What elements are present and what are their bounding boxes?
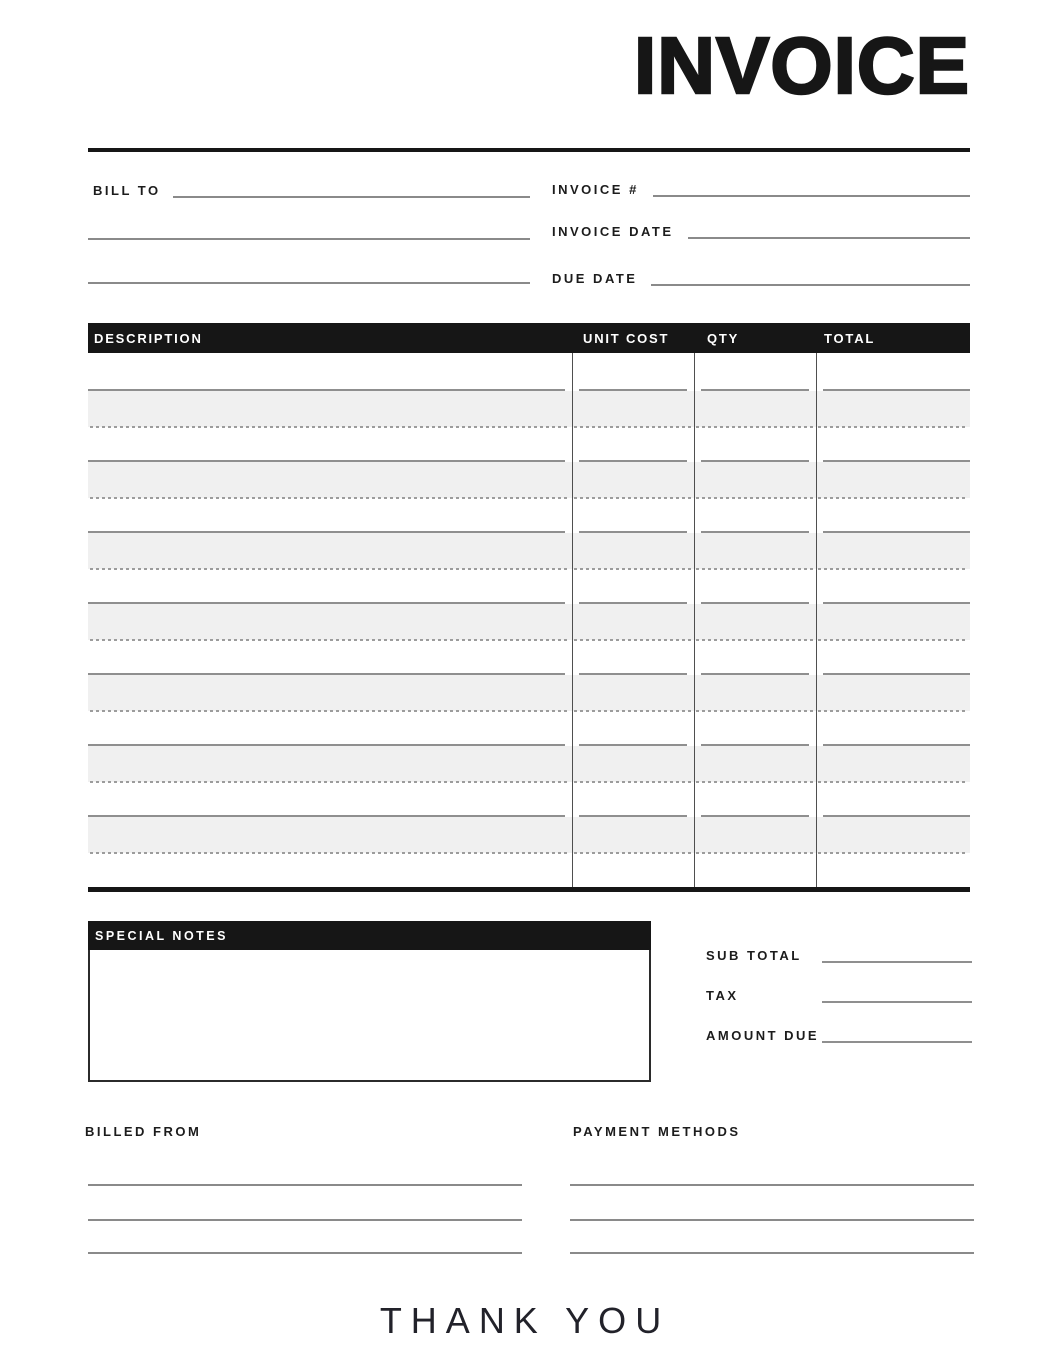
cell-dotted-rule [696,781,814,783]
cell-top-rule [88,815,565,817]
row-cell[interactable] [816,462,970,498]
cell-top-rule [88,531,565,533]
bill-to-line-3[interactable] [88,282,530,284]
cell-dotted-rule [574,852,692,854]
table-row[interactable] [88,675,970,711]
table-row[interactable] [88,391,970,427]
cell-dotted-rule [574,497,692,499]
cell-top-rule [823,673,970,675]
row-cell[interactable] [816,391,970,427]
bill-to-line-1[interactable] [173,196,530,198]
row-cell[interactable] [816,604,970,640]
billed-from-line-3[interactable] [88,1252,522,1254]
row-cell[interactable] [694,675,816,711]
cell-dotted-rule [696,852,814,854]
row-cell[interactable] [572,817,694,853]
cell-top-rule [579,602,687,604]
cell-dotted-rule [818,426,968,428]
row-gap [88,569,970,604]
cell-dotted-rule [696,568,814,570]
row-cell[interactable] [88,675,572,711]
row-cell[interactable] [816,533,970,569]
cell-dotted-rule [90,568,570,570]
due-date-label: DUE DATE [552,271,638,286]
table-row[interactable] [88,533,970,569]
special-notes-label: SPECIAL NOTES [95,928,228,943]
cell-dotted-rule [696,426,814,428]
cell-top-rule [701,389,809,391]
col-header-qty: QTY [707,330,740,346]
row-cell[interactable] [88,533,572,569]
cell-dotted-rule [818,710,968,712]
cell-top-rule [88,602,565,604]
invoice-number-label: INVOICE # [552,182,639,197]
tax-line[interactable] [822,1001,972,1003]
tax-row [706,987,972,1003]
bill-to-section [93,180,530,198]
cell-dotted-rule [696,497,814,499]
invoice-date-label: INVOICE DATE [552,224,674,239]
row-gap [88,711,970,746]
payment-methods-line-1[interactable] [570,1184,974,1186]
cell-dotted-rule [818,568,968,570]
row-cell[interactable] [816,746,970,782]
sub-total-label: SUB TOTAL [706,948,802,963]
table-header [88,323,970,353]
row-cell[interactable] [88,391,572,427]
row-cell[interactable] [694,533,816,569]
billed-from-label: BILLED FROM [85,1124,202,1139]
special-notes-header [88,921,651,950]
cell-dotted-rule [90,852,570,854]
cell-dotted-rule [574,568,692,570]
cell-dotted-rule [574,781,692,783]
cell-top-rule [88,389,565,391]
col-header-unit-cost: UNIT COST [583,330,670,346]
amount-due-row [706,1027,972,1043]
cell-dotted-rule [574,710,692,712]
cell-dotted-rule [818,852,968,854]
cell-top-rule [88,673,565,675]
cell-top-rule [823,460,970,462]
cell-dotted-rule [696,639,814,641]
payment-methods-line-3[interactable] [570,1252,974,1254]
amount-due-label: AMOUNT DUE [706,1028,820,1043]
cell-dotted-rule [574,639,692,641]
cell-top-rule [701,460,809,462]
cell-top-rule [823,389,970,391]
col-header-total: TOTAL [824,330,876,346]
row-cell[interactable] [88,746,572,782]
thank-you-text: THANK YOU [379,1300,671,1341]
table-row[interactable] [88,462,970,498]
row-cell[interactable] [88,817,572,853]
cell-top-rule [579,673,687,675]
cell-top-rule [579,389,687,391]
amount-due-line[interactable] [822,1041,972,1043]
cell-top-rule [701,531,809,533]
row-cell[interactable] [816,817,970,853]
row-gap [88,498,970,533]
cell-top-rule [823,531,970,533]
invoice-date-row [552,221,970,239]
row-cell[interactable] [694,746,816,782]
row-cell[interactable] [572,746,694,782]
row-cell[interactable] [694,604,816,640]
invoice-number-row [552,179,970,197]
cell-top-rule [579,744,687,746]
cell-dotted-rule [696,710,814,712]
bill-to-line-2[interactable] [88,238,530,240]
billed-from-line-2[interactable] [88,1219,522,1221]
cell-top-rule [701,744,809,746]
cell-top-rule [579,531,687,533]
cell-dotted-rule [90,710,570,712]
row-cell[interactable] [572,675,694,711]
payment-methods-label: PAYMENT METHODS [573,1124,741,1139]
page-title: INVOICE [634,21,970,110]
cell-top-rule [579,815,687,817]
row-cell[interactable] [572,533,694,569]
table-row[interactable] [88,604,970,640]
sub-total-row [706,947,972,963]
row-cell[interactable] [88,462,572,498]
due-date-row [552,268,970,286]
payment-methods-line-2[interactable] [570,1219,974,1221]
cell-top-rule [88,460,565,462]
tax-label: TAX [706,988,739,1003]
cell-dotted-rule [90,426,570,428]
row-gap [88,353,970,391]
cell-dotted-rule [818,639,968,641]
row-cell[interactable] [694,817,816,853]
invoice-number-line[interactable] [653,195,970,197]
title-divider [88,148,970,152]
cell-dotted-rule [818,497,968,499]
cell-dotted-rule [818,781,968,783]
table-row[interactable] [88,817,970,853]
cell-dotted-rule [90,497,570,499]
row-gap [88,782,970,817]
bill-to-label: BILL TO [93,183,161,198]
row-gap [88,427,970,462]
cell-top-rule [823,815,970,817]
line-items-table [88,323,970,892]
row-cell[interactable] [694,462,816,498]
cell-top-rule [701,602,809,604]
col-header-description: DESCRIPTION [94,330,203,346]
row-cell[interactable] [88,604,572,640]
cell-top-rule [701,673,809,675]
row-cell[interactable] [572,604,694,640]
cell-dotted-rule [90,781,570,783]
row-gap [88,640,970,675]
cell-dotted-rule [574,426,692,428]
line-items-body [88,353,970,887]
table-row[interactable] [88,746,970,782]
special-notes-area[interactable] [88,950,651,1082]
cell-dotted-rule [90,639,570,641]
row-cell[interactable] [816,675,970,711]
cell-top-rule [823,744,970,746]
table-bottom-rule [88,887,970,892]
cell-top-rule [579,460,687,462]
due-date-line[interactable] [651,284,970,286]
invoice-date-line[interactable] [688,237,971,239]
row-cell[interactable] [572,391,694,427]
cell-top-rule [701,815,809,817]
billed-from-line-1[interactable] [88,1184,522,1186]
cell-top-rule [88,744,565,746]
row-cell[interactable] [694,391,816,427]
cell-top-rule [823,602,970,604]
special-notes-section [88,921,651,1082]
sub-total-line[interactable] [822,961,972,963]
row-cell[interactable] [572,462,694,498]
